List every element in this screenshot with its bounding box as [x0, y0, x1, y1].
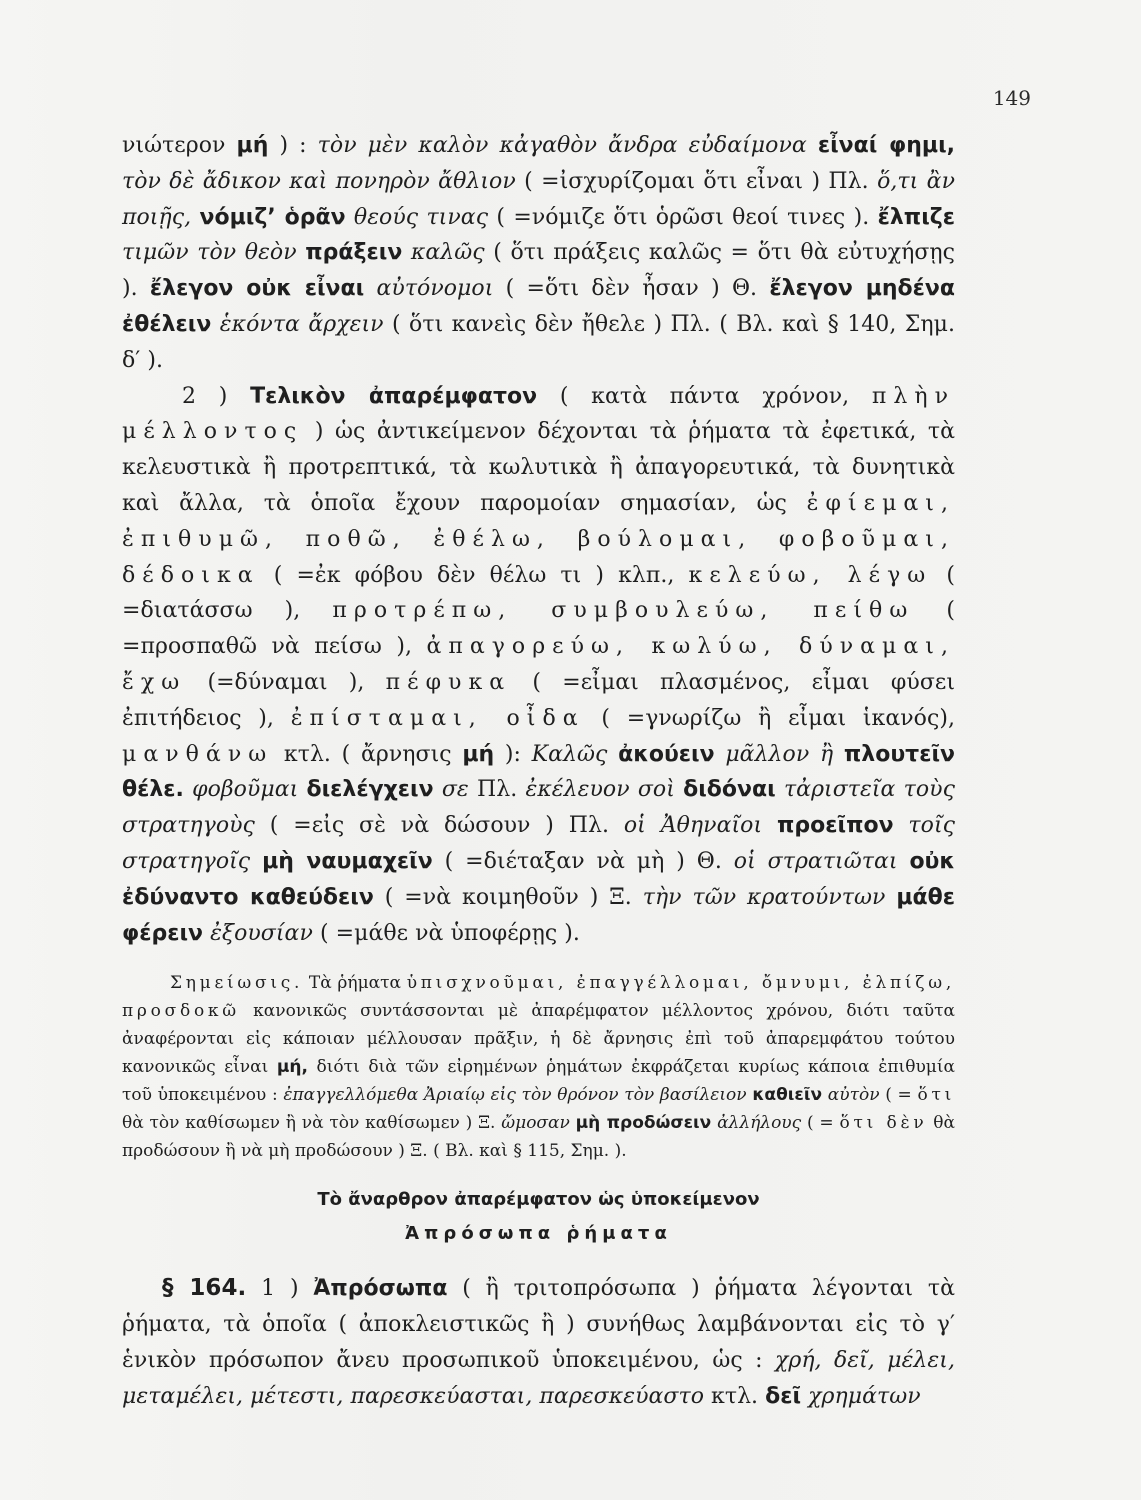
bold-term: νόμιζ’ ὁρᾶν	[199, 204, 346, 230]
bold-term: ἔλπιζε	[877, 204, 956, 230]
bold-term: μὴ ναυμαχεῖν	[262, 848, 433, 874]
spaced-term: κελεύω, λέγω	[688, 562, 933, 588]
note-label: Σημείωσις.	[170, 973, 304, 994]
bold-term: μὴ προδώσειν	[575, 1113, 712, 1134]
text-run: ( ἢ τριτοπρόσωπα ) ῥήματα λέγονται τὰ ῥήματα, τὰ ὁποῖα ( ἀποκλειστικῶς ἢ ) συνήθως λαμβάνονται εἰς τὸ γ′ ἑνικὸν πρόσωπον ἄνευ προσωπικοῦ ὑποκειμένου, ὡς :	[122, 1276, 956, 1373]
text-run: ( κατὰ πάντα χρόνον,	[559, 383, 872, 409]
text-run: 1 )	[261, 1276, 314, 1302]
paragraph-1	[122, 128, 955, 379]
text-run: κτλ. ( ἄρνησις	[283, 741, 463, 767]
text-run: ( =διέταξαν νὰ μὴ ) Θ.	[444, 848, 734, 874]
text-run: Τὰ ῥήματα	[308, 973, 407, 994]
italic-example: ἐκέλευον σοὶ	[525, 777, 675, 803]
bold-term: οὐκ ἐδύναντο καθεύδειν	[122, 848, 956, 910]
italic-example: οἱ στρατιῶται	[733, 848, 898, 874]
text-run: ( =ὅτι δὲν ἦσαν ) Θ.	[505, 276, 770, 302]
text-run: κανονικῶς συντάσσονται μὲ ἀπαρέμφατον μέλλοντος χρόνου, διότι ταῦτα ἀναφέρονται εἰς κάποιαν μέλλουσαν πρᾶξιν, ἡ δὲ ἄρνησις ἐπὶ τοῦ ἀπαρεμφάτου τούτου κανονικῶς εἶναι	[122, 1001, 956, 1078]
text-run: ( ὅτι πράξεις καλῶς = ὅτι θὰ εὐτυχήσῃς ).	[122, 240, 955, 302]
bold-term: Τελικὸν ἀπαρέμφατον	[250, 383, 538, 409]
text-run: ( =νὰ κοιμηθοῦν ) Ξ.	[384, 884, 643, 910]
text-run: νιώτερον	[122, 133, 237, 158]
text-run: θὰ τὸν καθίσωμεν ἢ νὰ τὸν καθίσωμεν ) Ξ.	[122, 1113, 502, 1134]
text-run: ( =νόμιζε ὅτι ὁρῶσι θεοί τινες ).	[496, 204, 878, 230]
italic-example: τὸν μὲν καλὸν κἀγαθὸν ἄνδρα εὐδαίμονα	[317, 133, 807, 158]
heading-line-1: Τὸ ἄναρθρον ἀπαρέμφατον ὡς ὑποκείμενον	[317, 1189, 760, 1211]
italic-example: σε	[441, 777, 469, 803]
section-heading	[122, 1183, 955, 1251]
bold-term: Ἀπρόσωπα	[313, 1276, 448, 1302]
bold-term: μή,	[276, 1057, 308, 1078]
text-run: κτλ.	[711, 1383, 766, 1409]
italic-example: ἐξουσίαν	[210, 920, 313, 946]
italic-example: οἱ Ἀθηναῖοι	[623, 813, 763, 839]
spaced-term: μανθάνω	[122, 741, 274, 767]
text-run: ( =προσπαθῶ νὰ πείσω ),	[122, 598, 955, 660]
text-run: ( =	[885, 1085, 918, 1106]
italic-example: αὐτόνομοι	[376, 276, 494, 302]
spaced-term: πέφυκα	[385, 669, 512, 695]
bold-term: προεῖπον	[776, 813, 894, 839]
text-run: ):	[504, 741, 532, 767]
italic-example: αὐτὸν	[827, 1085, 880, 1106]
page-content	[122, 128, 955, 1415]
bold-term: πλουτεῖν θέλε.	[122, 741, 956, 803]
bold-term: καθιεῖν	[752, 1085, 823, 1106]
italic-example: τὴν τῶν κρατούντων	[642, 884, 886, 910]
italic-example: τἀριστεῖα τοὺς στρατηγοὺς	[122, 777, 955, 839]
italic-example: τιμῶν τὸν θεὸν	[122, 240, 297, 266]
italic-example: τοῖς στρατηγοῖς	[122, 813, 955, 874]
bold-term: δεῖ	[765, 1383, 802, 1409]
section-number: § 164.	[162, 1275, 247, 1302]
bold-term: μή	[236, 133, 269, 158]
text-run: 2 )	[182, 383, 251, 409]
bold-term: πράξειν	[305, 240, 403, 266]
text-run: ( =γνωρίζω ἢ εἶμαι ἱκανός),	[601, 705, 955, 731]
italic-example: ὤμοσαν	[501, 1113, 570, 1134]
bold-term: εἶναί φημι,	[817, 133, 955, 158]
italic-example: καλῶς	[410, 240, 485, 266]
text-run: ( =ἐκ φόβου δὲν θέλω τι ) κλπ.,	[273, 562, 689, 588]
italic-example: ἐπαγγελλόμεθα Ἀριαίῳ εἰς τὸν θρόνον τὸν βασίλειον	[283, 1085, 747, 1106]
spaced-term: ὅτι	[917, 1085, 956, 1106]
section-paragraph-164	[122, 1271, 955, 1414]
spaced-term: ὑπισχνοῦμαι, ἐπαγγέλλομαι, ὄμνυμι, ἐλπίζω, προσδοκῶ	[122, 973, 955, 1022]
bold-term: ἔλεγον μηδένα ἐθέλειν	[122, 276, 956, 337]
text-run: διότι διὰ τῶν εἰρημένων ῥημάτων ἐκφράζεται κυρίως κάποια ἐπιθυμία τοῦ ὑποκειμένου :	[122, 1057, 955, 1106]
spaced-term: ὅτι δὲν	[839, 1113, 928, 1134]
spaced-term: προτρέπω, συμβουλεύω, πείθω	[332, 598, 915, 624]
text-run: (=δύναμαι ),	[207, 669, 386, 695]
italic-example: ὅ,τι ἂν ποιῇς,	[122, 168, 956, 230]
text-run: ( =μάθε νὰ ὑποφέρῃς ).	[319, 920, 580, 946]
text-run: ( =εἰς σὲ νὰ δώσουν ) Πλ.	[269, 813, 624, 839]
paragraph-2	[122, 379, 955, 952]
spaced-term: πλὴν μέλλοντος	[122, 383, 955, 445]
text-run: θὰ προδώσουν ἢ νὰ μὴ προδώσουν ) Ξ. ( Βλ. καὶ § 115, Σημ. ).	[122, 1113, 956, 1162]
spaced-term: ἐπίσταμαι, οἶδα	[290, 705, 585, 731]
text-run: ( =ἰσχυρίζομαι ὅτι εἶναι ) Πλ.	[524, 168, 878, 194]
text-run: Πλ.	[476, 777, 526, 803]
text-run: ( =διατάσσω ),	[122, 562, 955, 624]
heading-line-2: Ἀπρόσωπα ῥήματα	[405, 1223, 672, 1245]
italic-example: θεούς τινας	[353, 204, 489, 230]
italic-example: χρή, δεῖ, μέλει, μεταμέλει, μέτεστι, παρεσκεύασται, παρεσκεύαστο	[122, 1347, 955, 1409]
note-block	[122, 969, 955, 1165]
bold-term: μάθε φέρειν	[122, 884, 955, 946]
text-run: ( =	[806, 1113, 840, 1134]
bold-term: ἀκούειν	[618, 741, 715, 767]
spaced-term: ἀπαγορεύω, κωλύω, δύναμαι, ἔχω	[122, 634, 955, 695]
spaced-term: ἐφίεμαι, ἐπιθυμῶ, ποθῶ, ἐθέλω, βούλομαι, φοβοῦμαι, δέδοικα	[122, 490, 955, 588]
page-number: 149	[992, 86, 1031, 110]
bold-term: ἔλεγον οὐκ εἶναι	[149, 276, 365, 302]
italic-example: Καλῶς	[531, 741, 608, 767]
italic-example: τὸν δὲ ἄδικον καὶ πονηρὸν ἄθλιον	[122, 168, 516, 194]
italic-example: φοβοῦμαι	[192, 777, 299, 803]
bold-term: διδόναι	[683, 777, 776, 803]
text-run: ) ὡς ἀντικείμενον δέχονται τὰ ῥήματα τὰ ἐφετικά, τὰ κελευστικὰ ἢ προτρεπτικά, τὰ κωλυτικὰ ἢ ἀπαγορευτικά, τὰ δυνητικὰ καὶ ἄλλα, τὰ ὁποῖα ἔχουν παρομοίαν σημασίαν, ὡς	[122, 419, 955, 516]
italic-example: ἑκόντα ἄρχειν	[219, 311, 384, 337]
bold-term: διελέγχειν	[306, 777, 434, 803]
italic-example: χρημάτων	[808, 1383, 921, 1409]
italic-example: ἀλλήλους	[717, 1113, 802, 1134]
bold-term: μή	[462, 741, 495, 767]
italic-example: μᾶλλον ἢ	[725, 741, 834, 767]
text-run: ( =εἶμαι πλασμένος, εἶμαι φύσει ἐπιτήδειος ),	[122, 669, 956, 731]
text-run: ( ὅτι κανεὶς δὲν ἤθελε ) Πλ. ( Βλ. καὶ § 140, Σημ. δ′ ).	[122, 311, 956, 373]
text-run: ) :	[279, 133, 318, 158]
